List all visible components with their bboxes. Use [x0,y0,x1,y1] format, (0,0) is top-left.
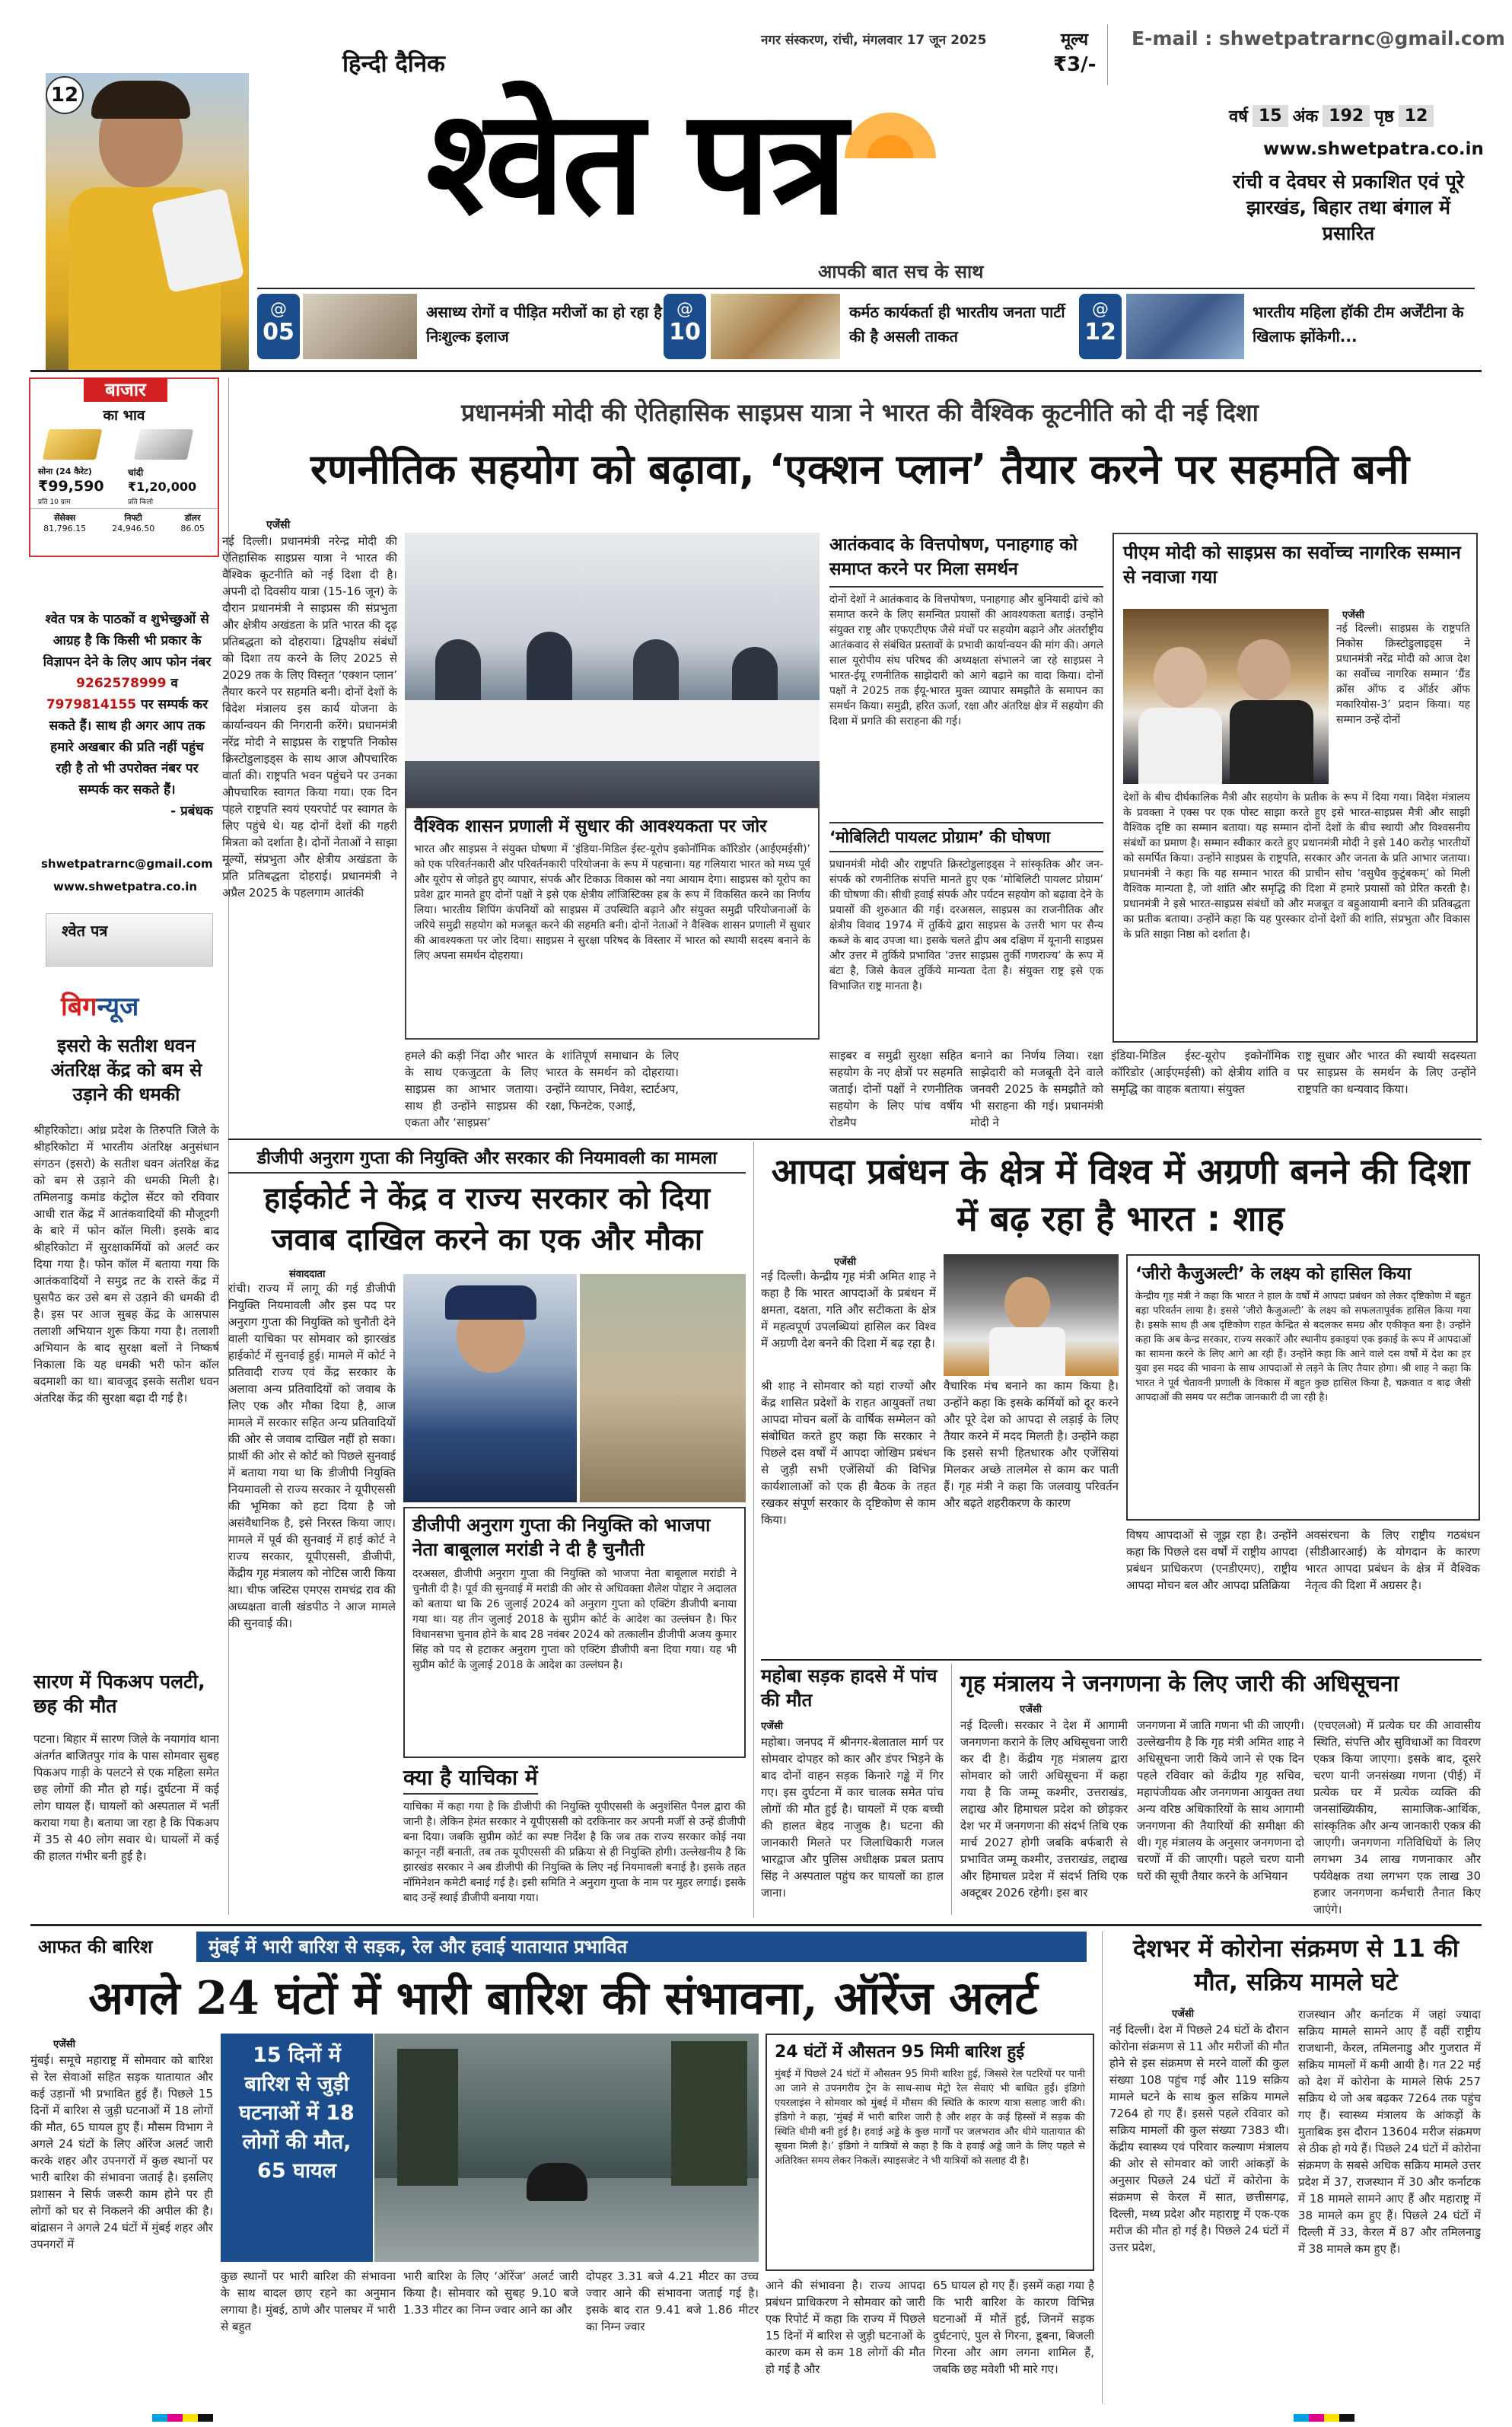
rain-col-6: 65 घायल हो गए हैं। इसमें कहा गया है कि भारी बारिश के कारण विभिन्न घटनाओं में मौतें हुई, जिनमें सड़क दुर्घटनाएं, पुल से गिरना, डूबना, बिजली गिरना और आग लगना शामिल हैं, जबकि छह मवेशी भी मारे गए। [933,2279,1094,2376]
issue-value: 192 [1323,105,1370,127]
gold-unit: प्रति 10 ग्राम [38,498,71,506]
cover-cricketer-photo [46,73,249,372]
hc-petition-box [228,1763,746,1922]
road-body: महोबा। जनपद में श्रीनगर-बेलाताल मार्ग पर सोमवार दोपहर को कार और डंपर भिड़ने के बाद दोनों वाहन सड़क किनारे गड्ढे में गिर गए। इस दुर्घटना में कार चालक समेत पांच लोगों की मौत हुई है। घायलों में एक बच्ची की हालत बेहद नाजुक है। घटना की जानकारी मिलते पर जिलाधिकारी गजल भारद्वाज और पुलिस अधीक्षक प्रबल प्रताप सिंह ने अस्पताल पहुंच कर घायलों का हाल जाना। [761,1735,944,1900]
teaser-3-text[interactable]: भारतीय महिला हॉकी टीम अर्जेंटीना के खिलाफ झोंकेगी... [1253,303,1464,346]
gold-icon [43,429,103,460]
rain-kicker: मुंबई में भारी बारिश से सड़क, रेल और हवाई यातायात प्रभावित [196,1932,1087,1962]
big-news-headline-1[interactable]: इसरो के सतीश धवन अंतरिक्ष केंद्र को बम से उड़ाने की धमकी [50,1035,202,1105]
hc-court-photo [580,1274,746,1502]
silver-unit: प्रति किलो [128,498,154,506]
teaser-1-photo [303,294,417,359]
notice-email[interactable]: shwetpatrarnc@gmail.com [41,857,213,871]
lead-body-1: नई दिल्ली। प्रधानमंत्री नरेन्द्र मोदी की ऐतिहासिक साइप्रस यात्रा ने भारत की वैश्विक कूटनीति को नई दिशा दी है। अपनी दो दिवसीय यात्रा (15-16 जून) के दौरान प्रधानमंत्री ने साइप्रस की संप्रभुता और क्षेत्रीय अखंडता के प्रति भारत की दृढ़ प्रतिबद्धता को दोहराया। द्विपक्षीय संबंधों को दिशा तय करने के लिए 2025 से 2029 तक के लिए विस्तृत ‘एक्शन प्लान’ तैयार करने पर सहमति बनी। दोनों देशों के विदेश मंत्रालय इस कार्य योजना के कार्यान्वयन की निगरानी करेंगे। प्रधानमंत्री नरेंद्र मोदी ने साइप्रस के राष्ट्रपति निकोस क्रिस्टोडुलाइड्स के साथ आज औपचारिक वार्ता की। राष्ट्रपति भवन पहुंचने पर उनका औपचारिक स्वागत किया गया। एक दिन पहले राष्ट्रपति स्वयं एयरपोर्ट पर स्वागत के लिए पहुंचे थे। यह दोनों देशों की गहरी मित्रता को दर्शाता है। दोनों नेताओं ने साझा मूल्यों, संप्रभुता और क्षेत्रीय अखंडता के प्रति प्रतिबद्धता दोहराई। प्रधानमंत्री ने अप्रैल 2025 के पहलगाम आतंकी [222,534,397,900]
hc-body: रांची। राज्य में लागू की गई डीजीपी नियुक्ति नियमावली और इस पद पर अनुराग गुप्ता की नियुक्ति को चुनौती देने वाली याचिका पर सोमवार को झारखंड हाईकोर्ट में सुनवाई हुई। मामले में कोर्ट ने प्रतिवादी राज्य एवं केंद्र सरकार के अलावा अन्य प्रतिवादियों को जवाब के लिए एक और मौका दिया है, आज मामले में सरकार सहित अन्य प्रतिवादियों की ओर से जवाब दाखिल नहीं हो सका। प्रार्थी की ओर से कोर्ट को पिछले सुनवाई में बताया गया था कि डीजीपी नियुक्ति नियमावली से राज्य सरकार ने यूपीएससी की भूमिका को हटा दिया है जो असंवैधानिक है, इसे निरस्त किया जाए। मामले में पूर्व की सुनवाई में हाई कोर्ट ने राज्य सरकार, यूपीएससी, डीजीपी, केंद्रीय गृह मंत्रालय को नोटिस जारी किया था। चीफ जस्टिस एमएस रामचंद्र राव की अध्यक्षता वाली खंडपीठ ने आज मामले की सुनवाई की। [228,1282,396,1630]
hc-petition-body: याचिका में कहा गया है कि डीजीपी की नियुक्ति यूपीएससी के अनुशंसित पैनल द्वारा की जानी है। लेकिन हेमंत सरकार ने यूपीएससी को दरकिनार कर अपनी मर्जी से उन्हें डीजीपी बना दिया। जबकि सुप्रीम कोर्ट का स्पष्ट निर्देश है कि जब तक राज्य सरकार कोई नया कानून नहीं बनाती, तब तक यूपीएससी की प्रक्रिया से ही नियुक्ति होगी। उल्लेखनीय है कि झारखंड सरकार ने अब डीजीपी की नियुक्ति के लिए नई नियमावली बनाई है। इसके तहत नॉमिनेशन कमेटी बनाई गई है। इसी समिति ने अनुराग गुप्ता के नाम पर मुहर लगाई। इसके बाद उन्हें स्थाई डीजीपी बनाया गया। [403,1801,746,1904]
silver-icon [134,429,194,460]
shah-body-4: विषय आपदाओं से जूझ रहा है। उन्होंने कहा कि पिछले दस वर्षों में राष्ट्रीय आपदा प्रबंधन प्राधिकरण (एनडीएमए), राष्ट्रीय आपदा मोचन बल और आपदा प्रतिक्रिया [1126,1528,1297,1592]
lead-agency: एजेंसी [266,519,291,531]
lead-headline[interactable]: रणनीतिक सहयोग को बढ़ावा, ‘एक्शन प्लान’ तैयार करने पर सहमति बनी [310,445,1410,493]
notice-phone-2[interactable]: 7979814155 [46,697,137,712]
rain-traffic-photo [374,2034,759,2262]
honour-body: देशों के बीच दीर्घकालिक मैत्री और सहयोग के प्रतीक के रूप में दिया गया। विदेश मंत्रालय के प्रवक्ता ने एक्स पर एक पोस्ट साझा करते हुए इसे भारत-साइप्रस मैत्री और साझी वैश्विक दृष्टि का सम्मान बताया। यह सम्मान दोनों देशों के बीच स्थायी और विश्वसनीय संबंधों का प्रमाण है। सम्मान स्वीकार करते हुए प्रधानमंत्री मोदी ने इसे 140 करोड़ भारतीयों को समर्पित किया। उन्होंने साइप्रस के राष्ट्रपति, सरकार और जनता के प्रति आभार जताया। प्रधानमंत्री ने कहा कि यह सम्मान भारत की प्राचीन सोच ‘वसुधैव कुटुंबकम्’ को मिली वैश्विक मान्यता है, जो शांति और समृद्धि की दिशा में हमारे प्रयासों को प्रेरित करती है। प्रधानमंत्री ने इसे भारत-साइप्रस संबंधों को और मजबूत व बहुआयामी बनाने की प्रतिबद्धता का प्रतीक बताया। उन्होंने कहा कि यह पुरस्कार दोनों देशों की शांति, संप्रभुता और विकास के प्रति साझा निष्ठा को दर्शाता है। [1123,791,1470,941]
year-label: वर्ष [1229,107,1248,126]
shah-body-1: नई दिल्ली। केन्द्रीय गृह मंत्री अमित शाह ने कहा है कि भारत आपदाओं के प्रबंधन में क्षमता, दक्षता, गति और सटीकता के क्षेत्र में महत्वपूर्ण उपलब्धियां हासिल कर विश्व में अग्रणी देश बनने की दिशा में बढ़ रहा है। [761,1269,936,1350]
rain-col-3: भारी बारिश के लिए ‘ऑरेंज’ अलर्ट जारी किया है। सोमवार को सुबह 9.10 बजे 1.33 मीटर का निम्न ज्वार आने का और [403,2269,578,2317]
census-body-3: (एचएलओ) में प्रत्येक घर की आवासीय स्थिति, संपत्ति और सुविधाओं का विवरण एकत्र किया जाएगा। इसके बाद, दूसरे चरण यानी जनसंख्या गणना (पीई) में प्रत्येक घर में प्रत्येक व्यक्ति की जनसांख्यिकीय, सामाजिक-आर्थिक, सांस्कृतिक और अन्य जानकारी एकत्र की जाएगी। जनगणना गतिविधियों के लिए लगभग 34 लाख गणनाकार और पर्यवेक्षक तथा लगभग एक लाख 30 हजार जनगणना कर्मचारी तैनात किए जाएंगे। [1313,1718,1481,1916]
rain-headline[interactable]: अगले 24 घंटों में भारी बारिश की संभावना, ऑरेंज अलर्ट [88,1972,1038,2025]
rain-box-title: 24 घंटों में औसतन 95 मिमी बारिश हुई [775,2043,1025,2062]
honour-agency: एजेंसी [1342,610,1364,621]
census-headline[interactable]: गृह मंत्रालय ने जनगणना के लिए जारी की अधिसूचना [960,1671,1399,1697]
registration-mark-right [1294,2414,1354,2422]
lead-kicker: प्रधानमंत्री मोदी की ऐतिहासिक साइप्रस यात्रा ने भारत की वैश्विक कूटनीति को दी नई दिशा [461,398,1259,427]
lead-meeting-photo [405,533,820,807]
teaser-1-text[interactable]: असाध्य रोगों व पीड़ित मरीजों का हो रहा है निःशुल्क इलाज [426,303,662,346]
price-label: मूल्य [1061,30,1088,49]
lead-box-title: वैश्विक शासन प्रणाली में सुधार की आवश्यकता पर जोर [414,817,767,836]
teaser-1-page[interactable]: @ 05 [257,294,300,359]
masthead-website[interactable]: www.shwetpatra.co.in [1263,139,1484,159]
covid-headline[interactable]: देशभर में कोरोना संक्रमण से 11 की मौत, सक्रिय मामले घटे [1132,1934,1459,1996]
rain-col-4: दोपहर 3.31 बजे 4.21 मीटर का उच्च ज्वार आने की संभावना जताई गई है। इसके बाद रात 9.41 बजे 1.86 मीटर का निम्न ज्वार [586,2269,759,2333]
advertising-notice: श्वेत पत्र के पाठकों व शुभेच्छुओं से आग्रह है कि किसी भी प्रकार के विज्ञापन देने के लिए आप फोन नंबर 9262578999 व 7979814155 पर सम्पर्क कर सकते हैं। साथ ही अगर आप तक हमारे अखबार की प्रति नहीं पहुंच रही है तो भी उपरोक्त नंबर पर सम्पर्क कर सकते हैं। - प्रबंधक [41,609,213,822]
hc-inner-box [403,1507,746,1758]
masthead-tagline: आपकी बात सच के साथ [818,261,984,282]
honour-box-title: पीएम मोदी को साइप्रस का सर्वोच्च नागरिक सम्मान से नवाजा गया [1123,542,1461,588]
pages-label: पृष्ठ [1374,107,1394,126]
hc-box-title: डीजीपी अनुराग गुप्ता की नियुक्ति को भाजपा नेता बाबूलाल मरांडी ने दी है चुनौती [412,1514,711,1560]
gold-label: सोना (24 कैरेट) [38,467,92,476]
lead-col-6: इंडिया-मिडिल ईस्ट-यूरोप इकोनॉमिक कॉरिडोर (आईएमईसी) को क्षेत्रीय शांति व समृद्धि का वाहक बताया। संयुक्त [1111,1049,1290,1096]
shah-body-3: वैचारिक मंच बनाने का काम किया है। उन्होंने कहा कि इसके कर्मियों को दूर करने और पूरे देश को आपदा से लड़ाई के लिए तैयार करने में मदद मिलती है। उन्होंने कहा कि इससे सभी हितधारक और एजेंसियां मिलकर अच्छे तालमेल से काम कर पाती हैं। गृह मंत्री ने कहा कि जलवायु परिवर्तन और बढ़ते शहरीकरण के कारण [944,1379,1119,1510]
shah-body-5: अवसंरचना के लिए राष्ट्रीय गठबंधन (सीडीआरआई) के योगदान के कारण भारत आपदा प्रबंधन के क्षेत्र में वैश्विक नेतृत्व की दिशा में अग्रसर है। [1305,1528,1480,1592]
road-headline[interactable]: महोबा सड़क हादसे में पांच की मौत [761,1665,937,1711]
big-news-body-1: श्रीहरिकोटा। आंध्र प्रदेश के तिरुपति जिले के श्रीहरिकोटा में भारतीय अंतरिक्ष अनुसंधान संगठन (इसरो) के सतीश धवन अंतरिक्ष केंद्र को बम से उड़ाने की धमकी मिली है। तमिलनाडु कमांड कंट्रोल सेंटर को रविवार आधी रात केंद्र में आतंकवादियों की मौजूदगी के बारे में फोन कॉल मिली। इसके बाद श्रीहरिकोटा में सुरक्षाकर्मियों को अलर्ट कर दिया गया है। फोन कॉल में बताया गया कि आतंकवादियों ने समुद्र तट के रास्ते केंद्र में घुसपैठ कर उसे बम से उड़ाने की धमकी दी है। इस पर आज सुबह केंद्र के आसपास तलाशी अभियान शुरू किया गया है। तलाशी अभियान के बाद सुरक्षा बलों ने निष्कर्ष निकाला कि यह धमकी भरी फोन कॉल बदमाशी का था। बावजूद इसके सतीश धवन अंतरिक्ष केंद्र की सुरक्षा बढ़ा दी गई है। [33,1123,219,1405]
rain-col-2: कुछ स्थानों पर भारी बारिश की संभावना के साथ बादल छाए रहने का अनुमान लगाया है। मुंबई, ठाणे और पालघर में भारी से बहुत [221,2269,396,2333]
silver-label: चांदी [128,467,144,478]
honour-ceremony-photo [1123,609,1329,784]
newspaper-stack-image: श्वेत पत्र [46,913,213,967]
hc-dgp-photo [403,1274,577,1502]
teaser-2-page[interactable]: @ 10 [664,294,706,359]
terror-box-subtitle: ‘मोबिलिटी पायलट प्रोग्राम’ की घोषणा [829,822,1103,852]
hc-headline[interactable]: हाईकोर्ट ने केंद्र व राज्य सरकार को दिया जवाब दाखिल करने का एक और मौका [263,1181,711,1257]
rain-agency: एजेंसी [53,2039,75,2050]
newspaper-title: श्वेत पत्र [426,77,845,247]
daily-label: हिन्दी दैनिक [342,50,445,78]
hc-byline: संवाददाता [289,1269,326,1280]
rain-inner-box [766,2034,1094,2271]
teaser-2-text[interactable]: कर्मठ कार्यकर्ता ही भारतीय जनता पार्टी की है असली ताकत [849,303,1065,346]
covid-body-2: राजस्थान और कर्नाटक में जहां ज्यादा सक्रिय मामले सामने आए हैं वहीं राष्ट्रीय राजधानी, केरल, तमिलनाडु और गुजरात में सक्रिय मामलों में कमी आयी है। गत 22 मई को देश में कोरोना के मामले सिर्फ 257 सक्रिय थे जो अब बढ़कर 7264 तक पहुंच गए हैं। स्वास्थ्य मंत्रालय के आंकड़ों के मुताबिक इस दौरान 13604 मरीज संक्रमण से ठीक हो गये हैं। पिछले 24 घंटों में कोरोना संक्रमण के सबसे अधिक सक्रिय मामले उत्तर प्रदेश में 37, राजस्थान में 30 और कर्नाटक में 18 मामले सामने आए हैं और महाराष्ट्र में 38 मामले कम हुए हैं। पिछले 24 घंटों में दिल्ली में 33, केरल में 87 और तमिलनाडु में 38 मामले कम हुए हैं। [1298,2008,1481,2256]
lead-box-body: भारत और साइप्रस ने संयुक्त घोषणा में ‘इंडिया-मिडिल ईस्ट-यूरोप इकोनॉमिक कॉरिडोर (आईएमईसी)’ को एक परिवर्तनकारी और परिवर्तनकारी परियोजना के रूप में पहचाना। यह गलियारा भारत को मध्य पूर्व और यूरोप से जोड़ते हुए व्यापार, संपर्क और टिकाऊ विकास को नया आयाम देगा। साइप्रस को यूरोप का प्रवेश द्वार मानते हुए दोनों पक्षों ने इसे एक क्षेत्रीय लॉजिस्टिक्स हब के रूप में विकसित करने का निर्णय लिया। भारतीय शिपिंग कंपनियों को साइप्रस में उपस्थिति बढ़ाने और संयुक्त समुद्री परियोजनाओं के जरिये समुद्री सहयोग को मजबूत करने की सहमति बनी। दोनों नेताओं ने वैश्विक शासन प्रणाली में सुधार की आवश्यकता पर जोर दिया। साइप्रस ने सुरक्षा परिषद के विस्तार में भारत को स्थायी सदस्य बनाने के लिए अपना समर्थन दोहराया। [414,843,810,962]
index-nifty: निफ्टी 24,946.50 [112,513,155,533]
shah-box-title: ‘जीरो कैजुअल्टी’ के लक्ष्य को हासिल किया [1135,1264,1412,1284]
sun-logo-icon [845,113,936,158]
registration-mark-left [152,2414,213,2422]
notice-website[interactable]: www.shwetpatra.co.in [53,880,198,893]
market-subtitle: का भाव [103,407,145,424]
honour-box [1113,533,1478,1043]
price-value: ₹3/- [1053,53,1097,76]
index-sensex: सेंसेक्स 81,796.15 [43,513,87,533]
market-box [29,377,219,557]
shah-headline[interactable]: आपदा प्रबंधन के क्षेत्र में विश्व में अग्रणी बनने की दिशा में बढ़ रहा है भारत : शाह [771,1151,1470,1239]
shah-agency: एजेंसी [834,1256,856,1268]
index-dollar: डॉलर 86.05 [180,513,205,533]
rain-label: आफत की बारिश [30,1932,190,1962]
lead-col-4: साइबर व समुद्री सुरक्षा सहित सहयोग के नए क्षेत्रों पर सहमति जताई। दोनों पक्षों ने रणनीतिक सहयोग के लिए पांच वर्षीय रोडमैप [829,1049,963,1129]
big-news-headline-2[interactable]: सारण में पिकअप पलटी, छह की मौत [33,1671,205,1717]
lead-col-2: हमले की कड़ी निंदा और भारत के साथ एकजुटता के लिए साइप्रस का आभार जताया। साथ ही उन्होंने साइप्रस की एकता और ‘साइप्रस’ [405,1049,538,1129]
shah-body-2: श्री शाह ने सोमवार को यहां राज्यों और केंद्र शासित प्रदेशों के राहत आयुक्तों तथा आपदा मोचन बलों के वार्षिक सम्मेलन को संबोधित करते हुए कहा कि सरकार ने पिछले दस वर्षों में आपदा जोखिम प्रबंधन से जुड़ी सभी एजेंसियों की विभिन्न कार्यशालाओं को एक ही बैठक के तहत रखकर संपूर्ण सरकार के दृष्टिकोण से काम किया। [761,1379,936,1527]
rain-col-5: आने की संभावना है। राज्य आपदा प्रबंधन प्राधिकरण ने सोमवार को जारी एक रिपोर्ट में कहा कि राज्य में पिछले 15 दिनों में बारिश से जुड़ी घटनाओं के कारण कम से कम 18 लोगों की मौत हो गई है और [766,2279,925,2376]
edition-line: नगर संस्करण, रांची, मंगलवार 17 जून 2025 [761,33,987,48]
rain-body-1: मुंबई। समूचे महाराष्ट्र में सोमवार को बारिश से रेल सेवाओं सहित सड़क यातायात और कई उड़ानों भी प्रभावित हुई हैं। पिछले 15 दिनों में बारिश से जुड़ी घटनाओं में 18 लोगों की मौत, 65 घायल हुए हैं। मौसम विभाग ने अगले 24 घंटों के लिए ऑरेंज अलर्ट जारी करके शहर और उपनगरों में कुछ स्थानों पर भारी बारिश की संभावना जताई है। इसलिए प्रशासन ने सिर्फ जरूरी काम होने पर ही लोगों को घर से निकलने की अपील की है। बांद्रासन ने अगले 24 घंटों में मुंबई शहर और उपनगरों में [30,2053,213,2251]
terror-box-title: आतंकवाद के वित्तपोषण, पनाहगाह को समाप्त करने पर मिला समर्थन [829,533,1103,588]
masthead-email: E-mail : shwetpatrarnc@gmail.com [1132,27,1505,49]
terror-box [829,533,1103,1043]
big-news-body-2: पटना। बिहार में सारण जिले के नयागांव थाना अंतर्गत बाजितपुर गांव के पास सोमवार सुबह पिकअप गाड़ी के पलटने से एक महिला समेत छह लोगों की मौत हो गई। दुर्घटना में कई लोग घायल हैं। घायलों को अस्पताल में भर्ती कराया गया है। बताया जा रहा है कि पिकअप में 35 से 40 लोग सवार थे। घायलों में कई की हालत गंभीर बनी हुई है। [33,1732,219,1863]
hc-kicker: डीजीपी अनुराग गुप्ता की नियुक्ति और सरकार की नियमावली का मामला [228,1145,746,1174]
silver-value: ₹1,20,000 [128,479,197,494]
terror-box-body: दोनों देशों ने आतंकवाद के वित्तपोषण, पनाहगाह और बुनियादी ढांचे को समाप्त करने के लिए समन्वित प्रयासों की आवश्यकता बताई। उन्होंने संयुक्त राष्ट्र और एफएटीएफ जैसे मंचों पर सहयोग बढ़ाने और अंतर्राष्ट्रीय आतंकवाद से संबंधित प्रस्तावों के प्रभावी कार्यान्वयन की मांग की। अगले साल यूरोपीय संघ परिषद की अध्यक्षता संभालने जा रहे साइप्रस ने भारत-ईयू रणनीतिक साझेदारी को आगे बढ़ाने का वादा किया। दोनों पक्षों ने 2025 तक ईयू-भारत मुक्त व्यापार समझौते के समापन का समर्थन किया। समुद्री, हरित ऊर्जा, रक्षा और अंतरिक्ष क्षेत्र में सहयोग की दिशा में प्रगति की सराहना की गई। [829,594,1103,728]
teaser-3-photo [1126,294,1244,359]
teaser-2-photo [711,294,840,359]
page-number-badge: 12 [46,76,84,114]
notice-phone-1[interactable]: 9262578999 [76,676,167,691]
census-agency: एजेंसी [1020,1704,1042,1715]
shah-box-body: केन्द्रीय गृह मंत्री ने कहा कि भारत ने हाल के वर्षों में आपदा प्रबंधन को लेकर दृष्टिकोण में बहुत बड़ा परिवर्तन लाया है। इससे ‘जीरो कैजुअल्टी’ के लक्ष्य को सफलतापूर्वक हासिल किया गया है। इसके साथ ही अब दृष्टिकोण राहत केन्द्रित से बदलकर समग्र और एकीकृत बना है। उन्होंने कहा कि अब केन्द्र सरकार, राज्य सरकारें और स्थानीय इकाइयां एक इकाई के रूप में आपदाओं का सामना करने के लिए आगे आ रही हैं। उन्होंने कहा कि आने वाले दस वर्षों में देश का हर युवा इस मदद की भावना के साथ आपदाओं से लड़ने के लिए तैयार होगा। श्री शाह ने कहा कि भारत ने पूर्व चेतावनी प्रणाली के विकास में बहुत कुछ हासिल किया है, चक्रवात व बाढ़ जैसी आपदाओं की समय पर सटीक जानकारी दी जा रही है। [1135,1291,1471,1403]
shah-speaking-photo [944,1254,1119,1376]
lead-col-5: बनाने का निर्णय लिया। रक्षा साझेदारी को मजबूती देने वाले जनवरी 2025 के समझौते को भी सराहना की गई। प्रधानमंत्री मोदी ने [970,1049,1103,1129]
shah-inner-box [1126,1254,1480,1521]
covid-body-1: नई दिल्ली। देश में पिछले 24 घंटों के दौरान कोरोना संक्रमण से 11 और मरीजों की मौत होने से इस संक्रमण से मरने वालों की कुल संख्या 108 पहुंच गई और 119 सक्रिय मामले घटने के साथ कुल सक्रिय मामले 7264 हो गए हैं। इससे पहले रविवार को सक्रिय मामलों की कुल संख्या 7383 थी। केंद्रीय स्वास्थ्य एवं परिवार कल्याण मंत्रालय की ओर से सोमवार को जारी आंकड़ों के अनुसार पिछले 24 घंटों में कोरोना के संक्रमण से केरल में सात, छत्तीसगढ़, दिल्ली, मध्य प्रदेश और महाराष्ट्र में एक-एक मरीज की मौत हो गई है। पिछले 24 घंटों में उत्तर प्रदेश, [1109,2023,1289,2254]
year-value: 15 [1253,105,1288,127]
covid-agency: एजेंसी [1172,2008,1194,2020]
teaser-strip [257,288,1475,362]
lead-col-7: राष्ट्र सुधार और भारत की स्थायी सदस्यता पर साइप्रस के समर्थन के लिए उन्होंने राष्ट्रपति का धन्यवाद किया। [1297,1049,1476,1096]
notice-signature: - प्रबंधक [170,804,213,819]
gold-value: ₹99,590 [38,478,104,495]
honour-body-side: नई दिल्ली। साइप्रस के राष्ट्रपति निकोस क्रिस्टोडुलाइड्स ने प्रधानमंत्री नरेंद्र मोदी को आज देश का सर्वोच्च नागरिक सम्मान ‘ग्रैंड क्रॉस ऑफ द ऑर्डर ऑफ मकारियोस-3’ प्रदान किया। यह सम्मान उन्हें दोनों [1336,623,1470,726]
issue-label: अंक [1292,107,1319,126]
road-agency: एजेंसी [761,1721,783,1732]
hc-box-body: दरअसल, डीजीपी अनुराग गुप्ता की नियुक्ति को भाजपा नेता बाबूलाल मरांडी ने चुनौती दी है। पूर्व की सुनवाई में मरांडी की ओर से अधिवक्ता शैलेश पोद्दार ने अदालत को बताया था कि 26 जुलाई 2024 को अनुराग गुप्ता को एक्टिंग डीजीपी बनाया गया था। यह तीन जुलाई 2018 के सुप्रीम कोर्ट के आदेश का उल्लंघन है। फिर विधानसभा चुनाव होने के बाद 28 नवंबर 2024 को तत्कालीन डीजीपी अजय कुमार सिंह को पद से हटाकर अनुराग गुप्ता को एक्टिंग डीजीपी बना दिया गया। यह भी सुप्रीम कोर्ट के जुलाई 2018 के आदेश का उल्लंघन है। [412,1568,737,1671]
pages-value: 12 [1399,105,1434,127]
lead-inner-box [405,807,820,1040]
published-from: रांची व देवघर से प्रकाशित एवं पूरे झारखंड, बिहार तथा बंगाल में प्रसारित [1232,170,1465,244]
big-news-label: बिगन्यूज [61,992,139,1022]
rain-box-body: मुंबई में पिछले 24 घंटों में औसतन 95 मिमी बारिश हुई, जिससे रेल पटरियों पर पानी आ जाने से उपनगरीय ट्रेन के साथ-साथ मेट्रो रेल सेवाएं भी बाधित हुईं। इंडिगो एयरलाइंस ने सोमवार को मुंबई में मौसम की स्थिति के कारण यात्रा सलाह जारी की। इंडिगो ने कहा, ‘मुंबई में भारी बारिश जारी है और शहर के कई हिस्सों में सड़क की स्थिति धीमी बनी हुई है। हवाई अड्डे के कुछ मार्गों पर जलभराव और धीमे यातायात की सूचना मिली है।’ इंडिगो ने यात्रियों से कहा है कि वे हवाई अड्डे जाने के लिए पहले से अतिरिक्त समय लेकर निकलें। स्पाइसजेट ने भी यात्रियों को सलाह दी है। [775,2069,1086,2167]
teaser-3-page[interactable]: @ 12 [1079,294,1122,359]
census-body-2: जनगणना में जाति गणना भी की जाएगी। उल्लेखनीय है कि गृह मंत्री अमित शाह ने अधिसूचना जारी किये जाने से एक दिन पहले रविवार को केंद्रीय गृह सचिव, महापंजीयक और जनगणना आयुक्त तथा अन्य वरिष्ठ अधिकारियों के साथ आगामी जनगणना की तैयारियों की समीक्षा की थी। गृह मंत्रालय के अनुसार जनगणना दो चरणों में की जाएगी। पहले चरण यानी घरों की सूची तैयार करने के अभियान [1137,1718,1304,1883]
lead-col-3: के शांतिपूर्ण समाधान के लिए भारत के समर्थन को दोहराया। उन्होंने व्यापार, निवेश, स्टार्टअप, रक्षा, फिनटेक, एआई, [546,1049,679,1113]
terror-box-body-2: प्रधानमंत्री मोदी और राष्ट्रपति क्रिस्टोडुलाइड्स ने सांस्कृतिक और जन-संपर्क को रणनीतिक संपत्ति मानते हुए एक ‘मोबिलिटी पायलट प्रोग्राम’ की घोषणा की। सीधी हवाई संपर्क और पर्यटन सहयोग को बढ़ावा देने के प्रयासों की शुरुआत की गई। दरअसल, साइप्रस का राजनीतिक और क्षेत्रीय विवाद 1974 में तुर्किये द्वारा साइप्रस के उत्तरी भाग पर सैन्य कब्जे के बाद उपजा था। इसके चलते द्वीप अब दक्षिण में यूनानी साइप्रस और उत्तर में तुर्किये प्रभावित ‘उत्तर साइप्रस तुर्की गणराज्य’ के रूप में बंटा है, जिसे केवल तुर्किये मान्यता देता है। संयुक्त राष्ट्र इसे एक विभाजित राष्ट्र मानता है। [829,858,1103,992]
census-body-1: नई दिल्ली। सरकार ने देश में आगामी जनगणना कराने के लिए अधिसूचना जारी कर दी है। केंद्रीय गृह मंत्रालय द्वारा सोमवार को जारी अधिसूचना में कहा गया है कि जम्मू कश्मीर, उत्तराखंड, लद्दाख और हिमाचल प्रदेश को छोड़कर देश भर में जनगणना की संदर्भ तिथि एक मार्च 2027 होगी जबकि बर्फबारी से प्रभावित जम्मू कश्मीर, उत्तराखंड, लद्दाख और हिमाचल प्रदेश में संदर्भ तिथि एक अक्टूबर 2026 रहेगी। इस बार [960,1718,1128,1900]
market-title: बाजार [84,377,167,402]
rain-highlight: 15 दिनों में बारिश से जुड़ी घटनाओं में 18 लोगों की मौत, 65 घायल [221,2034,373,2262]
hc-petition-title: क्या है याचिका में [403,1763,538,1795]
